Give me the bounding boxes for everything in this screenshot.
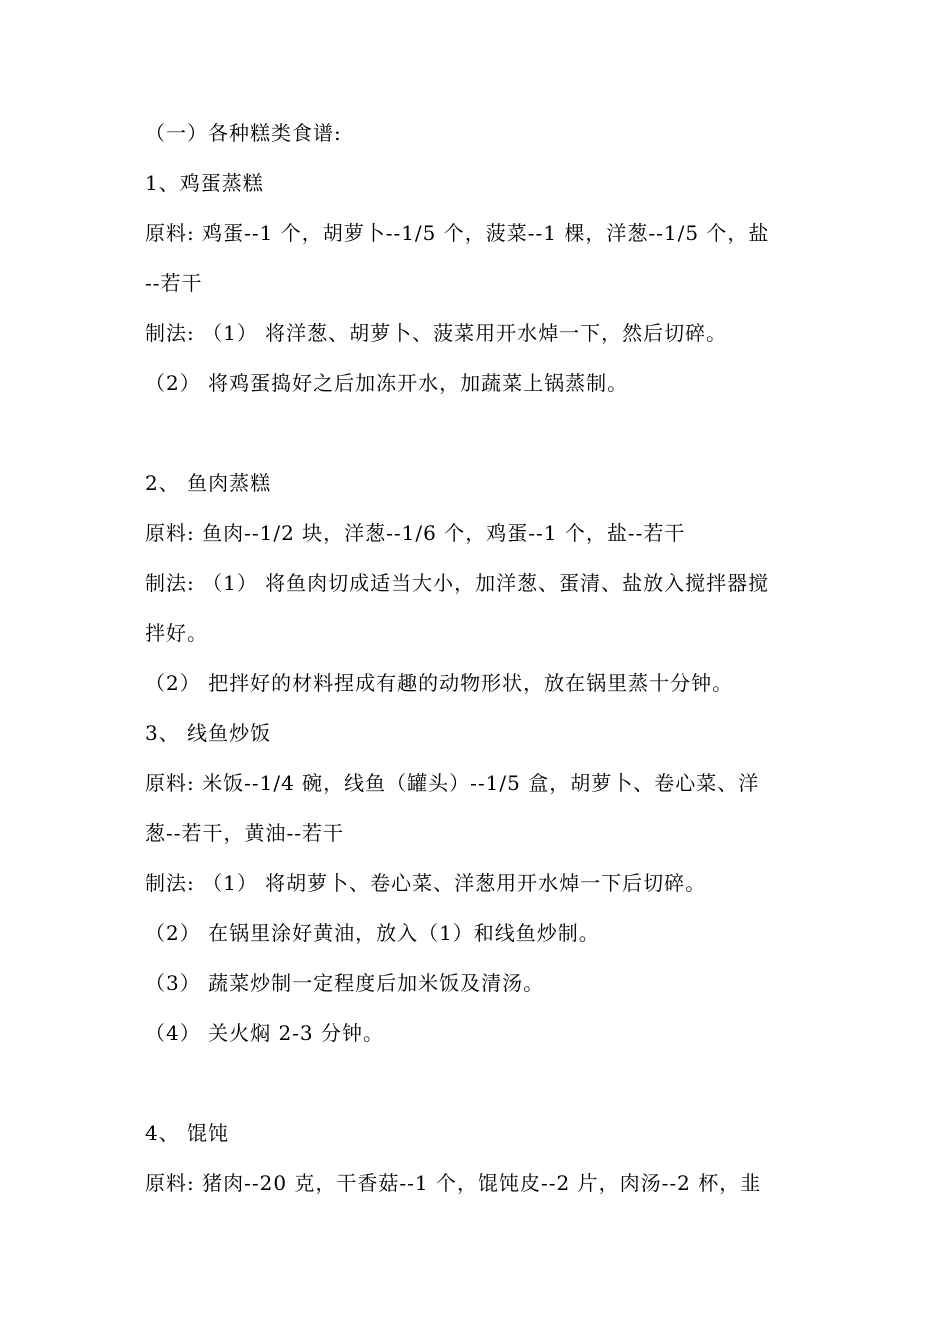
- method-1-step-1: 制法: （1） 将洋葱、胡萝卜、菠菜用开水焯一下，然后切碎。: [145, 321, 728, 345]
- ingredients-1: 原料: 鸡蛋--1 个，胡萝卜--1/5 个，菠菜--1 棵，洋葱--1/5 个，盐: [145, 221, 770, 245]
- ingredients-2: 原料: 鱼肉--1/2 块，洋葱--1/6 个，鸡蛋--1 个，盐--若干: [145, 521, 686, 545]
- method-3-step-4: （4） 关火焖 2-3 分钟。: [145, 1021, 385, 1045]
- method-3-step-2: （2） 在锅里涂好黄油，放入（1）和线鱼炒制。: [145, 921, 600, 945]
- method-1-step-2: （2） 将鸡蛋捣好之后加冻开水，加蔬菜上锅蒸制。: [145, 371, 629, 395]
- document-page: [145, 108, 810, 1208]
- ingredients-3-cont: 葱--若干，黄油--若干: [145, 821, 345, 845]
- ingredients-3: 原料: 米饭--1/4 碗，线鱼（罐头）--1/5 盒，胡萝卜、卷心菜、洋: [145, 771, 760, 795]
- blank-line: [145, 408, 810, 458]
- recipe-title-2: 2、 鱼肉蒸糕: [145, 471, 272, 495]
- method-3-step-3: （3） 蔬菜炒制一定程度后加米饭及清汤。: [145, 971, 545, 995]
- recipe-title-1: 1、鸡蛋蒸糕: [145, 171, 264, 195]
- ingredients-4: 原料: 猪肉--20 克，干香菇--1 个，馄饨皮--2 片，肉汤--2 杯，韭: [145, 1171, 762, 1195]
- method-2-step-2: （2） 把拌好的材料捏成有趣的动物形状，放在锅里蒸十分钟。: [145, 671, 734, 695]
- method-2-step-1: 制法: （1） 将鱼肉切成适当大小，加洋葱、蛋清、盐放入搅拌器搅: [145, 571, 770, 595]
- recipe-title-4: 4、 馄饨: [145, 1121, 230, 1145]
- section-heading: （一）各种糕类食谱:: [145, 121, 342, 145]
- blank-line: [145, 1058, 810, 1108]
- method-2-step-1-cont: 拌好。: [145, 621, 208, 645]
- recipe-title-3: 3、 线鱼炒饭: [145, 721, 272, 745]
- ingredients-1-cont: --若干: [145, 271, 203, 295]
- method-3-step-1: 制法: （1） 将胡萝卜、卷心菜、洋葱用开水焯一下后切碎。: [145, 871, 707, 895]
